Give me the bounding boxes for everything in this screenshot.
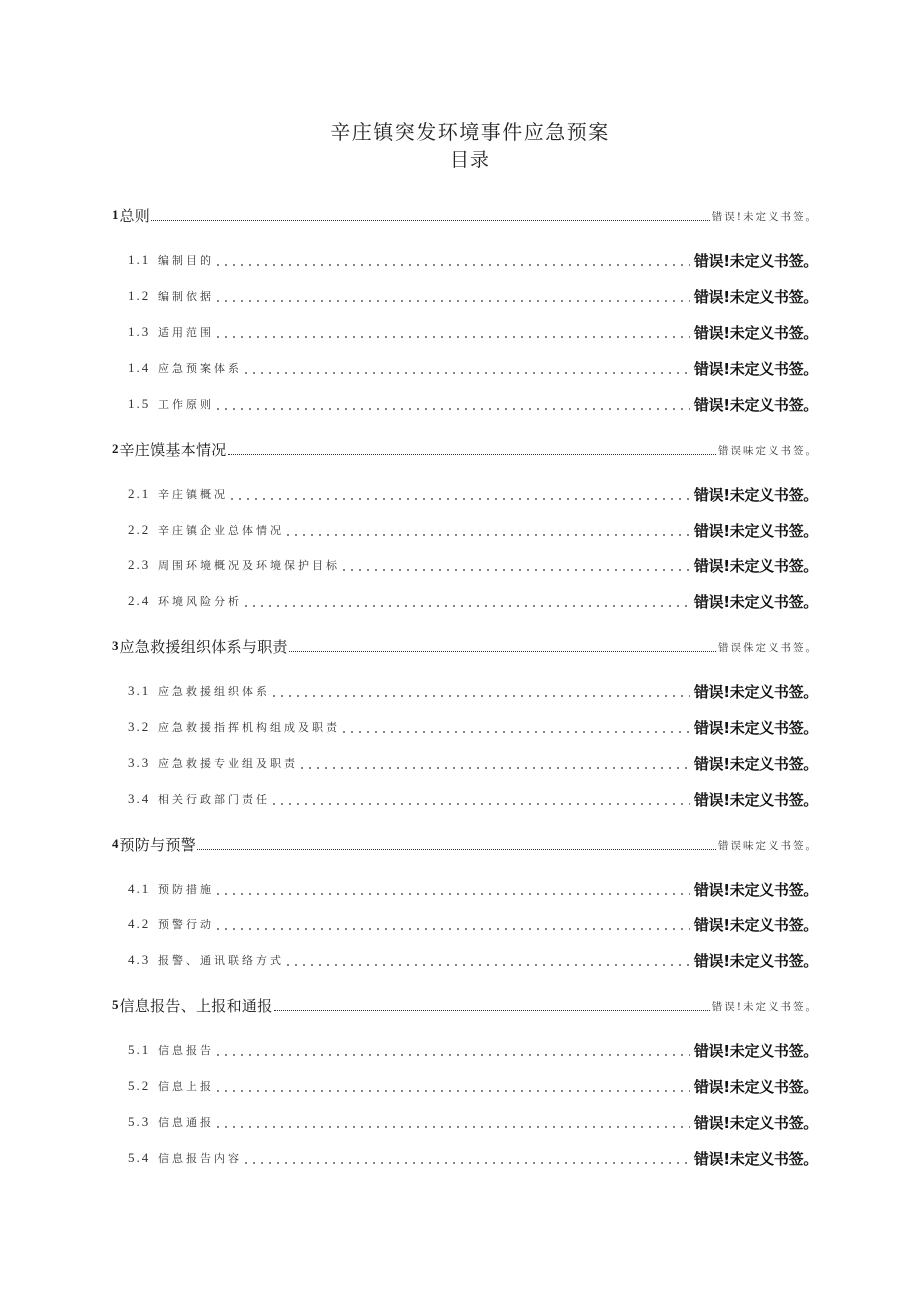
toc-section-label: 信息报告、上报和通报: [119, 996, 273, 1015]
toc-entry-number: 3.4: [128, 791, 151, 806]
toc-section-1[interactable]: [112, 204, 818, 226]
toc-entry-5-1[interactable]: [128, 1039, 818, 1061]
toc-section-label: 总则: [119, 206, 151, 225]
toc-page-ref: 错误!未定义书签。: [693, 790, 818, 809]
toc-page-ref: 错误侏定义书签。: [718, 641, 818, 654]
dot-leader: [214, 892, 690, 896]
toc-entry-number: 2.4: [128, 593, 151, 608]
toc-entry-3-3[interactable]: [128, 752, 818, 774]
dot-leader: [214, 1089, 690, 1093]
toc-entry-label: 预防措施: [158, 883, 214, 896]
toc-entry-label: 辛庄镇概况: [158, 488, 228, 501]
toc-entry-number: 5.1: [128, 1042, 151, 1057]
toc-page-ref: 错误!未定义书签。: [693, 395, 818, 414]
toc-section-number: 1: [112, 207, 119, 222]
toc-page-ref: 错误味定义书签。: [718, 444, 818, 457]
dot-leader: [340, 730, 690, 734]
toc-entry-label: 辛庄镇企业总体情况: [158, 524, 284, 537]
toc-page-ref: 错误!未定义书签。: [693, 754, 818, 773]
toc-entry-label: 编制目的: [158, 254, 214, 267]
dot-leader: [242, 371, 690, 375]
dot-leader: [214, 335, 690, 339]
toc-entry-4-3[interactable]: [128, 949, 818, 971]
toc-page-ref: 错误!未定义书签。: [693, 521, 818, 540]
toc-section-number: 2: [112, 441, 119, 456]
toc-entry-label: 编制依据: [158, 290, 214, 303]
toc-entry-number: 2.3: [128, 557, 151, 572]
toc-entry-4-2[interactable]: [128, 913, 818, 935]
dot-leader: [214, 1053, 690, 1057]
dot-leader: [197, 848, 716, 850]
toc-entry-number: 1.4: [128, 360, 151, 375]
dot-leader: [228, 453, 716, 455]
dot-leader: [284, 533, 690, 537]
toc-entry-label: 报警、通讯联络方式: [158, 954, 284, 967]
toc-entry-number: 3.1: [128, 683, 151, 698]
dot-leader: [228, 497, 690, 501]
toc-page-ref: 错误!未定义书签。: [693, 915, 818, 934]
dot-leader: [214, 927, 690, 931]
toc-section-number: 4: [112, 836, 119, 851]
toc-entry-2-1[interactable]: [128, 483, 818, 505]
toc-entry-label: 信息上报: [158, 1080, 214, 1093]
toc-entry-number: 3.3: [128, 755, 151, 770]
toc-entry-4-1[interactable]: [128, 878, 818, 900]
toc-entry-number: 5.3: [128, 1114, 151, 1129]
toc-page-ref: 错误!未定义书签。: [693, 592, 818, 611]
toc-entry-5-3[interactable]: [128, 1111, 818, 1133]
dot-leader: [214, 299, 690, 303]
toc-entry-number: 4.3: [128, 952, 151, 967]
dot-leader: [242, 1161, 690, 1165]
toc-entry-number: 1.1: [128, 252, 151, 267]
toc-section-4[interactable]: [112, 833, 818, 855]
toc-entry-number: 1.2: [128, 288, 151, 303]
toc-page-ref: 错误!未定义书签。: [693, 556, 818, 575]
toc-page-ref: 错误!未定义书签。: [693, 359, 818, 378]
toc-entry-number: 4.1: [128, 881, 151, 896]
toc-entry-label: 周围环境概况及环境保护目标: [158, 559, 340, 572]
toc-entry-number: 5.2: [128, 1078, 151, 1093]
toc-section-number: 5: [112, 997, 119, 1012]
dot-leader: [274, 1009, 710, 1011]
toc-entry-5-2[interactable]: [128, 1075, 818, 1097]
dot-leader: [214, 263, 690, 267]
toc-entry-number: 4.2: [128, 916, 151, 931]
toc-section-number: 3: [112, 638, 119, 653]
toc-section-label: 预防与预警: [119, 835, 197, 854]
toc-page-ref: 错误!未定义书签。: [693, 287, 818, 306]
toc-entry-label: 应急救援专业组及职责: [158, 757, 298, 770]
toc-entry-label: 应急预案体系: [158, 362, 242, 375]
toc-entry-number: 2.1: [128, 486, 151, 501]
toc-entry-5-4[interactable]: [128, 1147, 818, 1169]
toc-page-ref: 错误!未定义书签。: [693, 951, 818, 970]
toc-entry-2-3[interactable]: [128, 554, 818, 576]
toc-entry-1-3[interactable]: [128, 321, 818, 343]
toc-entry-number: 2.2: [128, 522, 151, 537]
toc-entry-label: 应急救援组织体系: [158, 685, 270, 698]
toc-entry-number: 3.2: [128, 719, 151, 734]
toc-page-ref: 错误!未定义书签。: [693, 485, 818, 504]
toc-entry-3-4[interactable]: [128, 788, 818, 810]
dot-leader: [214, 1125, 690, 1129]
toc-entry-number: 1.3: [128, 324, 151, 339]
dot-leader: [270, 802, 690, 806]
toc-entry-1-5[interactable]: [128, 393, 818, 415]
toc-entry-1-2[interactable]: [128, 285, 818, 307]
toc-entry-label: 预警行动: [158, 918, 214, 931]
toc-section-label: 应急救援组织体系与职责: [119, 637, 288, 656]
toc-section-2[interactable]: [112, 438, 818, 460]
toc-page-ref: 错误!未定义书签。: [693, 1041, 818, 1060]
toc-entry-label: 信息报告: [158, 1044, 214, 1057]
toc-page-ref: 错误味定义书签。: [718, 839, 818, 852]
toc-entry-label: 环境风险分析: [158, 595, 242, 608]
dot-leader: [289, 650, 716, 652]
toc-page-ref: 错误!未定义书签。: [711, 1000, 818, 1013]
toc-section-3[interactable]: [112, 635, 818, 657]
dot-leader: [214, 407, 690, 411]
toc-entry-2-4[interactable]: [128, 590, 818, 612]
toc-entry-label: 信息报告内容: [158, 1152, 242, 1165]
toc-page-ref: 错误!未定义书签。: [693, 323, 818, 342]
toc-page-ref: 错误!未定义书签。: [693, 718, 818, 737]
toc-page-ref: 错误!未定义书签。: [693, 1077, 818, 1096]
toc-page-ref: 错误!未定义书签。: [693, 1149, 818, 1168]
toc-entry-label: 适用范围: [158, 326, 214, 339]
toc-entry-number: 5.4: [128, 1150, 151, 1165]
dot-leader: [340, 568, 690, 572]
toc-page-ref: 错误!未定义书签。: [711, 210, 818, 223]
toc-entry-3-2[interactable]: [128, 716, 818, 738]
toc-entry-3-1[interactable]: [128, 680, 818, 702]
toc-entry-label: 相关行政部门责任: [158, 793, 270, 806]
toc-entry-label: 工作原则: [158, 398, 214, 411]
document-title: 辛庄镇突发环境事件应急预案: [330, 120, 610, 144]
toc-entry-label: 信息通报: [158, 1116, 214, 1129]
toc-section-5[interactable]: [112, 994, 818, 1016]
toc-page-ref: 错误!未定义书签。: [693, 251, 818, 270]
dot-leader: [270, 694, 690, 698]
dot-leader: [284, 963, 690, 967]
dot-leader: [151, 219, 710, 221]
toc-page-ref: 错误!未定义书签。: [693, 1113, 818, 1132]
dot-leader: [298, 766, 690, 770]
toc-entry-number: 1.5: [128, 396, 151, 411]
toc-entry-label: 应急救援指挥机构组成及职责: [158, 721, 340, 734]
toc-section-label: 辛庄馍基本情况: [119, 440, 227, 459]
toc-entry-2-2[interactable]: [128, 519, 818, 541]
toc-page-ref: 错误!未定义书签。: [693, 682, 818, 701]
dot-leader: [242, 604, 690, 608]
toc-heading: 目录: [449, 149, 490, 171]
toc-entry-1-1[interactable]: [128, 249, 818, 271]
toc-entry-1-4[interactable]: [128, 357, 818, 379]
toc-page-ref: 错误!未定义书签。: [693, 880, 818, 899]
